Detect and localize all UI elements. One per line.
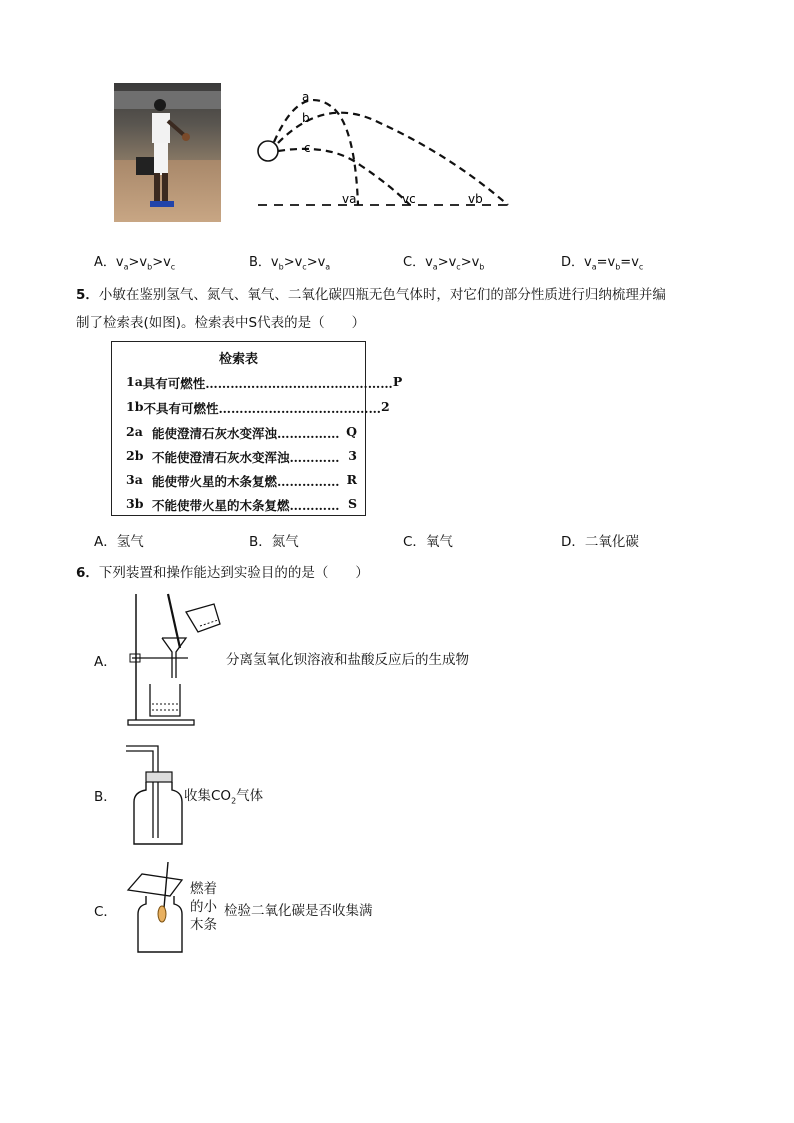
label-c: c bbox=[304, 141, 311, 155]
label-vb: vb bbox=[468, 192, 483, 206]
key-table-title: 检索表 bbox=[218, 352, 258, 367]
q6-option-b-letter[interactable]: B． bbox=[94, 789, 117, 805]
path-a bbox=[274, 100, 358, 205]
key-table bbox=[111, 341, 403, 516]
ball-circle bbox=[258, 141, 278, 161]
q5-stem-line1: 5．小敏在鉴别氢气、氮气、氧气、二氧化碳四瓶无色气体时，对它们的部分性质进行归纳梳理并编 bbox=[76, 287, 666, 303]
trajectory-diagram bbox=[250, 85, 520, 215]
q6-option-a-text: 分离氢氧化钡溶液和盐酸反应后的生成物 bbox=[226, 652, 469, 668]
q4-option-a[interactable]: A．$v_a>v_b>v_c$ bbox=[94, 255, 176, 272]
label-b: b bbox=[302, 111, 310, 125]
gas-bottle-icon bbox=[124, 742, 188, 848]
q4-option-d[interactable]: D．$v_a=v_b=v_c$ bbox=[561, 255, 644, 272]
q5-number: 5． bbox=[76, 287, 99, 303]
label-a: a bbox=[302, 90, 310, 104]
q5-option-c[interactable]: C．氧气 bbox=[403, 534, 453, 550]
q6-option-c-text: 检验二氧化碳是否收集满 bbox=[224, 903, 373, 919]
label-vc: vc bbox=[402, 192, 416, 206]
label-va: va bbox=[342, 192, 357, 206]
key-row: 3b 不能使带火星的木条复燃………… S bbox=[126, 496, 357, 513]
player-silhouette bbox=[114, 83, 221, 222]
key-row: 2a 能使澄清石灰水变浑浊…………… Q bbox=[126, 424, 357, 441]
q4-option-c[interactable]: C．$v_a>v_c>v_b$ bbox=[403, 255, 485, 272]
burning-stick-label: 燃着 的小 木条 bbox=[190, 881, 217, 933]
q6-option-b-text: 收集$CO_2$气体 bbox=[184, 788, 264, 806]
q5-option-d[interactable]: D．二氧化碳 bbox=[561, 534, 639, 550]
q5-option-b[interactable]: B．氮气 bbox=[249, 534, 299, 550]
key-row: 1b 不具有可燃性………………………………… 2 bbox=[126, 399, 390, 416]
burning-stick-bottle-icon bbox=[124, 860, 190, 956]
q6-option-a-letter[interactable]: A． bbox=[94, 654, 117, 670]
key-row: 3a 能使带火星的木条复燃…………… R bbox=[126, 472, 357, 489]
q6-number: 6． bbox=[76, 565, 99, 581]
q4-option-b[interactable]: B．$v_b>v_c>v_a$ bbox=[249, 255, 331, 272]
q6-option-c-letter[interactable]: C． bbox=[94, 904, 117, 920]
filtration-apparatus-icon bbox=[124, 592, 224, 728]
q5-stem-line2: 制了检索表(如图)。检索表中S代表的是（ ） bbox=[76, 315, 366, 331]
q6-stem: 6．下列装置和操作能达到实验目的的是（ ） bbox=[76, 565, 369, 581]
q5-option-a[interactable]: A．氢气 bbox=[94, 534, 144, 550]
key-row: 1a 具有可燃性……………………………………… P bbox=[126, 374, 403, 391]
basketball-player-photo bbox=[114, 83, 221, 222]
key-row: 2b 不能使澄清石灰水变浑浊………… 3 bbox=[126, 448, 357, 465]
